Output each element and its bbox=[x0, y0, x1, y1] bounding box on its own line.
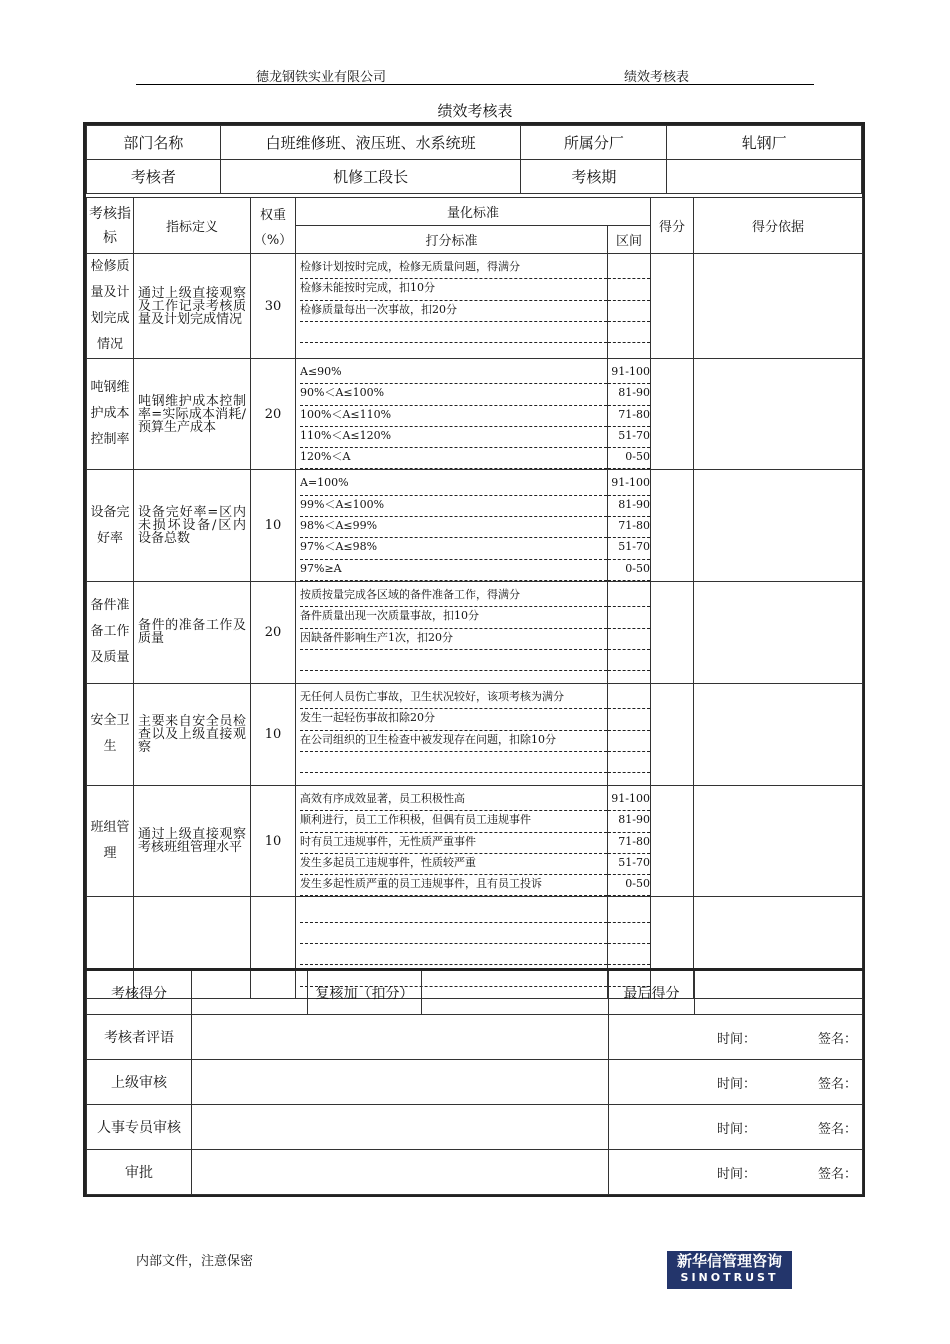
approval-label: 考核者评语 bbox=[87, 1015, 192, 1060]
criteria-line: 检修质量每出一次事故，扣20分 bbox=[300, 301, 607, 322]
logo-cn: 新华信管理咨询 bbox=[676, 1252, 782, 1270]
range-line bbox=[608, 322, 650, 343]
indicator-weight: 20 bbox=[251, 581, 296, 683]
criteria-line: 100%＜A≤110% bbox=[300, 406, 607, 427]
criteria-line bbox=[300, 650, 607, 671]
indicator-definition: 主要来自安全员检查以及上级直接观察 bbox=[134, 683, 251, 785]
approval-sign-cell[interactable] bbox=[609, 1150, 863, 1195]
score-ranges bbox=[608, 581, 651, 683]
range-line bbox=[608, 731, 650, 752]
score-cell[interactable] bbox=[651, 683, 694, 785]
criteria-line bbox=[300, 322, 607, 343]
criteria-line: A=100% bbox=[300, 474, 607, 495]
range-line: 51-70 bbox=[608, 538, 650, 559]
assessor-label: 考核者 bbox=[87, 160, 221, 194]
sign-label: 签名： bbox=[818, 1031, 858, 1047]
indicator-name: 安全卫生 bbox=[87, 683, 134, 785]
indicator-weight: 10 bbox=[251, 683, 296, 785]
indicator-weight: 10 bbox=[251, 470, 296, 581]
criteria-line: 发生多起员工违规事件，性质较严重 bbox=[300, 854, 607, 875]
header-doc-type: 绩效考核表 bbox=[624, 70, 690, 85]
score-ranges bbox=[608, 785, 651, 896]
score-ranges bbox=[608, 683, 651, 785]
range-line: 51-70 bbox=[608, 854, 650, 875]
approval-row bbox=[87, 1105, 863, 1150]
score-ranges bbox=[608, 470, 651, 581]
range-line: 91-100 bbox=[608, 363, 650, 384]
indicator-row bbox=[87, 683, 863, 785]
assessor-value[interactable]: 机修工段长 bbox=[220, 160, 521, 194]
criteria-line: 高效有序成效显著，员工积极性高 bbox=[300, 790, 607, 811]
score-ranges bbox=[608, 359, 651, 470]
indicator-definition: 备件的准备工作及质量 bbox=[134, 581, 251, 683]
sign-label: 签名： bbox=[818, 1166, 858, 1182]
range-line: 0-50 bbox=[608, 560, 650, 581]
criteria-line: 发生多起性质严重的员工违规事件，且有员工投诉 bbox=[300, 875, 607, 896]
approval-comment[interactable] bbox=[192, 1015, 609, 1060]
indicator-row bbox=[87, 581, 863, 683]
col-range: 区间 bbox=[608, 226, 651, 254]
range-line bbox=[608, 279, 650, 300]
final-label: 最后得分 bbox=[609, 970, 695, 1015]
final-value[interactable] bbox=[695, 970, 863, 1015]
criteria-line: 99%＜A≤100% bbox=[300, 496, 607, 517]
company-name: 德龙钢铁实业有限公司 bbox=[256, 70, 387, 85]
col-indicator: 考核指标 bbox=[87, 198, 134, 254]
col-scoring: 打分标准 bbox=[296, 226, 608, 254]
range-line: 91-100 bbox=[608, 474, 650, 495]
col-quant: 量化标准 bbox=[296, 198, 651, 226]
criteria-line: 120%＜A bbox=[300, 448, 607, 469]
approval-sign-cell[interactable] bbox=[609, 1105, 863, 1150]
approval-label: 审批 bbox=[87, 1150, 192, 1195]
indicator-weight: 20 bbox=[251, 359, 296, 470]
range-line bbox=[608, 607, 650, 628]
range-line: 81-90 bbox=[608, 496, 650, 517]
criteria-line: 因缺备件影响生产1次，扣20分 bbox=[300, 629, 607, 650]
period-value[interactable] bbox=[667, 160, 862, 194]
approval-row bbox=[87, 1150, 863, 1195]
indicator-weight: 30 bbox=[251, 254, 296, 359]
approval-comment[interactable] bbox=[192, 1150, 609, 1195]
criteria-line: 检修计划按时完成，检修无质量问题，得满分 bbox=[300, 258, 607, 279]
time-label: 时间： bbox=[717, 1166, 757, 1182]
sign-label: 签名： bbox=[818, 1121, 858, 1137]
criteria-line: 按质按量完成各区域的备件准备工作，得满分 bbox=[300, 586, 607, 607]
score-cell[interactable] bbox=[651, 785, 694, 896]
approval-sign-cell[interactable] bbox=[609, 1015, 863, 1060]
indicator-row bbox=[87, 359, 863, 470]
range-line: 71-80 bbox=[608, 406, 650, 427]
range-line bbox=[608, 901, 650, 922]
range-line bbox=[608, 301, 650, 322]
score-cell[interactable] bbox=[651, 254, 694, 359]
indicator-definition: 设备完好率=区内未损坏设备/区内设备总数 bbox=[134, 470, 251, 581]
basis-cell[interactable] bbox=[694, 581, 863, 683]
approval-label: 上级审核 bbox=[87, 1060, 192, 1105]
sinotrust-logo bbox=[667, 1251, 792, 1289]
criteria-line bbox=[300, 923, 607, 944]
criteria-line: 110%＜A≤120% bbox=[300, 427, 607, 448]
indicator-weight: 10 bbox=[251, 785, 296, 896]
criteria-line: 97%≥A bbox=[300, 560, 607, 581]
approval-label: 人事专员审核 bbox=[87, 1105, 192, 1150]
criteria-line: 发生一起轻伤事故扣除20分 bbox=[300, 709, 607, 730]
score-label: 考核得分 bbox=[87, 970, 192, 1015]
basis-cell[interactable] bbox=[694, 359, 863, 470]
indicator-row bbox=[87, 470, 863, 581]
time-label: 时间： bbox=[717, 1031, 757, 1047]
range-line: 0-50 bbox=[608, 448, 650, 469]
basis-cell[interactable] bbox=[694, 785, 863, 896]
indicator-name: 班组管理 bbox=[87, 785, 134, 896]
scoring-criteria bbox=[296, 254, 608, 359]
summary-table bbox=[86, 968, 863, 1195]
scoring-criteria bbox=[296, 683, 608, 785]
indicator-table bbox=[86, 197, 863, 999]
dept-label: 部门名称 bbox=[87, 126, 221, 160]
range-line bbox=[608, 629, 650, 650]
indicator-name: 设备完好率 bbox=[87, 470, 134, 581]
page-header bbox=[136, 64, 814, 85]
criteria-line: 顺利进行，员工工作积极，但偶有员工违规事件 bbox=[300, 811, 607, 832]
indicator-row bbox=[87, 785, 863, 896]
approval-comment[interactable] bbox=[192, 1105, 609, 1150]
factory-label: 所属分厂 bbox=[521, 126, 667, 160]
basis-cell[interactable] bbox=[694, 470, 863, 581]
col-weight bbox=[251, 198, 296, 254]
dept-value[interactable]: 白班维修班、液压班、水系统班 bbox=[220, 126, 521, 160]
period-label: 考核期 bbox=[521, 160, 667, 194]
range-line: 0-50 bbox=[608, 875, 650, 896]
approval-row bbox=[87, 1015, 863, 1060]
criteria-line: 在公司组织的卫生检查中被发现存在问题，扣除10分 bbox=[300, 731, 607, 752]
scoring-criteria bbox=[296, 470, 608, 581]
confidential-note: 内部文件，注意保密 bbox=[136, 1254, 254, 1269]
criteria-line bbox=[300, 944, 607, 965]
approval-row bbox=[87, 1060, 863, 1105]
logo-en: SINOTRUST bbox=[680, 1271, 779, 1284]
range-line: 51-70 bbox=[608, 427, 650, 448]
recheck-value[interactable] bbox=[422, 970, 609, 1015]
criteria-line: 检修未能按时完成，扣10分 bbox=[300, 279, 607, 300]
range-line: 81-90 bbox=[608, 384, 650, 405]
criteria-line: 备件质量出现一次质量事故，扣10分 bbox=[300, 607, 607, 628]
criteria-line bbox=[300, 752, 607, 773]
indicator-row bbox=[87, 254, 863, 359]
range-line bbox=[608, 688, 650, 709]
indicator-definition: 通过上级直接观察考核班组管理水平 bbox=[134, 785, 251, 896]
scoring-criteria bbox=[296, 359, 608, 470]
indicator-name: 备件准备工作及质量 bbox=[87, 581, 134, 683]
indicator-rows bbox=[87, 254, 863, 999]
indicator-name: 检修质量及计划完成情况 bbox=[87, 254, 134, 359]
basis-cell[interactable] bbox=[694, 683, 863, 785]
range-line bbox=[608, 650, 650, 671]
indicator-definition: 通过上级直接观察及工作记录考核质量及计划完成情况 bbox=[134, 254, 251, 359]
recheck-label: 复核加（扣分） bbox=[308, 970, 422, 1015]
col-weight-bottom: （%） bbox=[253, 232, 293, 248]
criteria-line: A≤90% bbox=[300, 363, 607, 384]
range-line bbox=[608, 923, 650, 944]
score-cell[interactable] bbox=[651, 470, 694, 581]
criteria-line: 98%＜A≤99% bbox=[300, 517, 607, 538]
range-line bbox=[608, 709, 650, 730]
col-score: 得分 bbox=[651, 198, 694, 254]
scoring-criteria bbox=[296, 785, 608, 896]
range-line: 71-80 bbox=[608, 517, 650, 538]
form-title: 绩效考核表 bbox=[437, 102, 513, 120]
range-line: 81-90 bbox=[608, 811, 650, 832]
approval-rows bbox=[87, 1015, 863, 1195]
criteria-line bbox=[300, 901, 607, 922]
approval-comment[interactable] bbox=[192, 1060, 609, 1105]
time-label: 时间： bbox=[717, 1121, 757, 1137]
range-line bbox=[608, 586, 650, 607]
col-definition: 指标定义 bbox=[134, 198, 251, 254]
basis-cell[interactable] bbox=[694, 254, 863, 359]
scoring-criteria bbox=[296, 581, 608, 683]
range-line bbox=[608, 944, 650, 965]
criteria-line: 90%＜A≤100% bbox=[300, 384, 607, 405]
range-line: 91-100 bbox=[608, 790, 650, 811]
range-line bbox=[608, 752, 650, 773]
indicator-definition: 吨钢维护成本控制率=实际成本消耗/预算生产成本 bbox=[134, 359, 251, 470]
info-table bbox=[86, 125, 862, 194]
sign-label: 签名： bbox=[818, 1076, 858, 1092]
criteria-line: 时有员工违规事件，无性质严重事件 bbox=[300, 833, 607, 854]
criteria-line: 无任何人员伤亡事故，卫生状况较好，该项考核为满分 bbox=[300, 688, 607, 709]
score-cell[interactable] bbox=[651, 359, 694, 470]
range-line bbox=[608, 258, 650, 279]
col-basis: 得分依据 bbox=[694, 198, 863, 254]
approval-sign-cell[interactable] bbox=[609, 1060, 863, 1105]
score-cell[interactable] bbox=[651, 581, 694, 683]
col-weight-top: 权重 bbox=[259, 207, 286, 223]
time-label: 时间： bbox=[717, 1076, 757, 1092]
factory-value[interactable]: 轧钢厂 bbox=[667, 126, 862, 160]
indicator-name: 吨钢维护成本控制率 bbox=[87, 359, 134, 470]
criteria-line: 97%＜A≤98% bbox=[300, 538, 607, 559]
score-value[interactable] bbox=[192, 970, 308, 1015]
score-ranges bbox=[608, 254, 651, 359]
range-line: 71-80 bbox=[608, 833, 650, 854]
